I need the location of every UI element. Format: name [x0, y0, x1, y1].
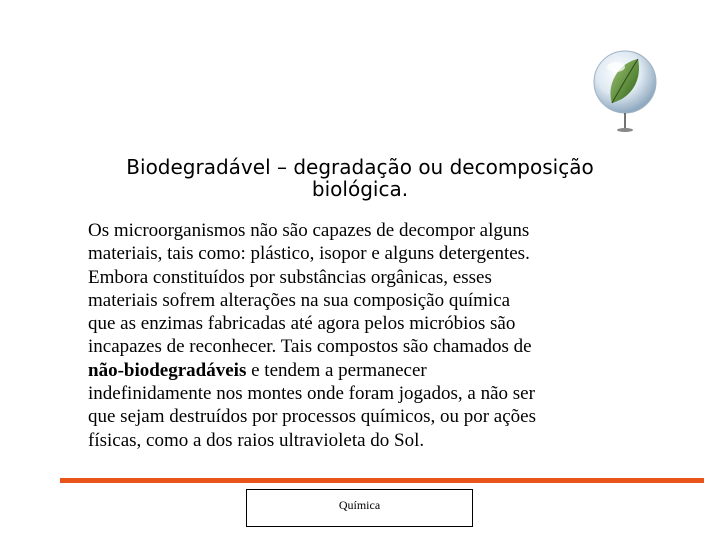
slide-title	[60, 156, 660, 200]
body-line: físicas, como a dos raios ultravioleta do Sol.	[88, 429, 425, 451]
slide-title-line-2: biológica.	[311, 177, 409, 201]
body-line	[88, 359, 668, 382]
footer-label: Química	[338, 498, 381, 512]
slide-title-line-1: Biodegradável – degradação ou decomposição	[126, 155, 594, 179]
body-line: materiais sofrem alterações na sua composição química	[88, 289, 511, 311]
body-line: indefinidamente nos montes onde foram jogados, a não ser	[88, 383, 535, 405]
body-line: incapazes de reconhecer. Tais compostos são chamados de	[88, 336, 532, 358]
body-line: Os microorganismos não são capazes de decompor alguns	[88, 220, 530, 241]
body-line: materiais, tais como: plástico, isopor e alguns detergentes.	[88, 243, 530, 265]
body-paragraph	[88, 219, 668, 452]
body-line: que as enzimas fabricadas até agora pelos micróbios são	[88, 313, 516, 335]
body-line: Embora constituídos por substâncias orgânicas, esses	[88, 266, 492, 288]
orange-divider	[60, 478, 704, 483]
footer-box	[246, 489, 473, 527]
leaf-globe-icon	[590, 45, 660, 133]
body-line-rest: e tendem a permanecer	[246, 359, 427, 381]
body-line: que sejam destruídos por processos químicos, ou por ações	[88, 406, 536, 428]
bold-term: não-biodegradáveis	[88, 359, 247, 381]
